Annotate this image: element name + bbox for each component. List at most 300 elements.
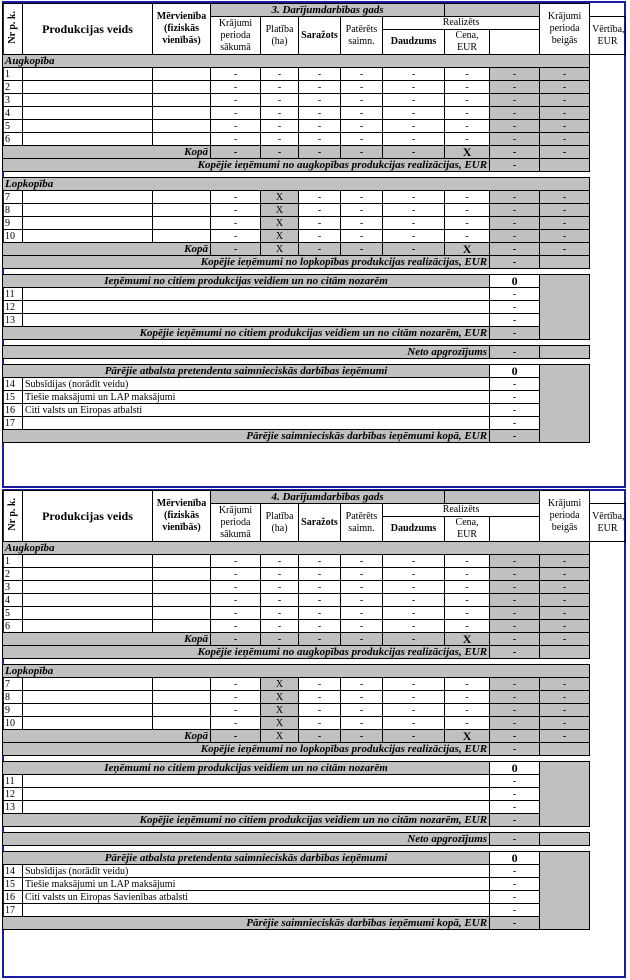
stock-start-value: - bbox=[211, 217, 261, 230]
consumed-value: - bbox=[341, 204, 383, 217]
unit-input[interactable] bbox=[153, 717, 211, 730]
unit-header: Mērvienība (fiziskās vienībās) bbox=[153, 4, 211, 55]
consumed-value: - bbox=[341, 594, 383, 607]
consumed-value: - bbox=[341, 68, 383, 81]
produced-value: - bbox=[299, 81, 341, 94]
value-header: Vērtība, EUR bbox=[590, 504, 626, 542]
value-value: - bbox=[490, 133, 540, 146]
unit-input[interactable] bbox=[153, 678, 211, 691]
income-table-year-3 bbox=[2, 3, 626, 448]
row-number: 13 bbox=[3, 801, 23, 814]
produced-value: - bbox=[299, 191, 341, 204]
produced-value: - bbox=[299, 94, 341, 107]
value-value: - bbox=[490, 68, 540, 81]
livestock-row bbox=[3, 217, 626, 230]
quantity-value: - bbox=[383, 81, 445, 94]
product-input[interactable] bbox=[23, 204, 153, 217]
unit-input[interactable] bbox=[153, 568, 211, 581]
produced-value: - bbox=[299, 217, 341, 230]
row-number: 15 bbox=[3, 391, 23, 404]
stock-end-value: - bbox=[540, 555, 590, 568]
row-number: 6 bbox=[3, 620, 23, 633]
other-income-side-filler bbox=[540, 762, 590, 827]
produced-value: - bbox=[299, 555, 341, 568]
consumed-value: - bbox=[341, 568, 383, 581]
row-number: 6 bbox=[3, 133, 23, 146]
stock-start-value: - bbox=[211, 581, 261, 594]
product-input[interactable] bbox=[23, 94, 153, 107]
price-value: - bbox=[445, 594, 490, 607]
livestock-income-filler bbox=[540, 256, 590, 269]
consumed-value: - bbox=[341, 133, 383, 146]
crop-income-value: - bbox=[490, 159, 540, 172]
crop-total-quantity: - bbox=[383, 146, 445, 159]
area-value: - bbox=[261, 620, 299, 633]
livestock-total-label: Kopā bbox=[3, 730, 211, 743]
product-input[interactable] bbox=[23, 107, 153, 120]
row-number: 7 bbox=[3, 678, 23, 691]
product-input[interactable] bbox=[23, 68, 153, 81]
stock-end-value: - bbox=[540, 568, 590, 581]
livestock-income-value: - bbox=[490, 256, 540, 269]
price-value: - bbox=[445, 555, 490, 568]
support-income-row bbox=[3, 865, 626, 878]
net-turnover-filler bbox=[540, 346, 590, 359]
crop-total-consumed: - bbox=[341, 146, 383, 159]
consumed-value: - bbox=[341, 581, 383, 594]
crop-income-value: - bbox=[490, 646, 540, 659]
crop-total-label: Kopā bbox=[3, 146, 211, 159]
crop-total-stock-end: - bbox=[540, 633, 590, 646]
support-income-value: - bbox=[490, 378, 540, 391]
support-income-row bbox=[3, 878, 626, 891]
quantity-value: - bbox=[383, 230, 445, 243]
unit-input[interactable] bbox=[153, 107, 211, 120]
other-income-input[interactable] bbox=[23, 301, 490, 314]
produced-value: - bbox=[299, 107, 341, 120]
row-number: 12 bbox=[3, 788, 23, 801]
support-income-row bbox=[3, 378, 626, 391]
realized-header: Realizēts bbox=[383, 504, 540, 517]
quantity-value: - bbox=[383, 68, 445, 81]
stock-end-value: - bbox=[540, 81, 590, 94]
produced-header: Saražots bbox=[299, 17, 341, 55]
produced-value: - bbox=[299, 678, 341, 691]
product-type-header: Produkcijas veids bbox=[23, 491, 153, 542]
stock-end-value: - bbox=[540, 191, 590, 204]
crop-total-quantity: - bbox=[383, 633, 445, 646]
product-input[interactable] bbox=[23, 81, 153, 94]
stock-end-value: - bbox=[540, 94, 590, 107]
area-value: - bbox=[261, 68, 299, 81]
livestock-total-area: X bbox=[261, 243, 299, 256]
crop-total-row bbox=[3, 633, 626, 646]
unit-input[interactable] bbox=[153, 704, 211, 717]
support-income-head-value: 0 bbox=[490, 852, 540, 865]
support-income-row bbox=[3, 404, 626, 417]
price-value: - bbox=[445, 191, 490, 204]
consumed-value: - bbox=[341, 107, 383, 120]
area-value: - bbox=[261, 607, 299, 620]
support-income-description[interactable]: Citi valsts un Eiropas atbalsti bbox=[23, 404, 490, 417]
support-income-total-value: - bbox=[490, 917, 540, 930]
livestock-total-consumed: - bbox=[341, 730, 383, 743]
other-income-input[interactable] bbox=[23, 775, 490, 788]
produced-value: - bbox=[299, 607, 341, 620]
product-input[interactable] bbox=[23, 581, 153, 594]
product-input[interactable] bbox=[23, 594, 153, 607]
livestock-total-produced: - bbox=[299, 243, 341, 256]
stock-end-value: - bbox=[540, 607, 590, 620]
price-value: - bbox=[445, 204, 490, 217]
stock-start-value: - bbox=[211, 133, 261, 146]
crop-total-produced: - bbox=[299, 146, 341, 159]
crop-row bbox=[3, 68, 626, 81]
other-income-value: - bbox=[490, 801, 540, 814]
stock-start-value: - bbox=[211, 94, 261, 107]
income-table-year-4 bbox=[2, 490, 626, 935]
value-value: - bbox=[490, 717, 540, 730]
other-income-title: Ieņēmumi no citiem produkcijas veidiem un no citām nozarēm bbox=[3, 762, 490, 775]
unit-input[interactable] bbox=[153, 594, 211, 607]
product-input[interactable] bbox=[23, 717, 153, 730]
support-income-value: - bbox=[490, 404, 540, 417]
stock-end-value: - bbox=[540, 581, 590, 594]
nr-header bbox=[3, 4, 23, 55]
area-header: Platība (ha) bbox=[261, 504, 299, 542]
other-income-total-label: Kopējie ieņēmumi no citiem produkcijas veidiem un no citām nozarēm, EUR bbox=[3, 814, 490, 827]
quantity-value: - bbox=[383, 678, 445, 691]
row-number: 8 bbox=[3, 691, 23, 704]
unit-input[interactable] bbox=[153, 607, 211, 620]
livestock-total-quantity: - bbox=[383, 730, 445, 743]
unit-input[interactable] bbox=[153, 691, 211, 704]
product-input[interactable] bbox=[23, 678, 153, 691]
value-value: - bbox=[490, 620, 540, 633]
row-number: 1 bbox=[3, 555, 23, 568]
row-number: 7 bbox=[3, 191, 23, 204]
stock-end-value: - bbox=[540, 691, 590, 704]
year-title-filler bbox=[445, 491, 540, 504]
other-income-row bbox=[3, 288, 626, 301]
unit-input[interactable] bbox=[153, 94, 211, 107]
support-income-head-value: 0 bbox=[490, 365, 540, 378]
area-value: X bbox=[261, 691, 299, 704]
stock-end-value: - bbox=[540, 217, 590, 230]
consumed-header: Patērēts saimn. bbox=[341, 17, 383, 55]
produced-value: - bbox=[299, 120, 341, 133]
other-income-side-filler bbox=[540, 275, 590, 340]
support-income-title: Pārējie atbalsta pretendenta saimnieciskās darbības ieņēmumi bbox=[3, 852, 490, 865]
unit-input[interactable] bbox=[153, 81, 211, 94]
crop-row bbox=[3, 620, 626, 633]
crop-total-produced: - bbox=[299, 633, 341, 646]
stock-start-value: - bbox=[211, 607, 261, 620]
area-value: - bbox=[261, 594, 299, 607]
consumed-value: - bbox=[341, 120, 383, 133]
year-title: 4. Darījumdarbības gads bbox=[211, 491, 445, 504]
row-number: 11 bbox=[3, 288, 23, 301]
area-value: - bbox=[261, 120, 299, 133]
livestock-section-title: Lopkopība bbox=[3, 665, 590, 678]
consumed-value: - bbox=[341, 94, 383, 107]
value-value: - bbox=[490, 691, 540, 704]
row-number: 12 bbox=[3, 301, 23, 314]
livestock-total-area: X bbox=[261, 730, 299, 743]
consumed-value: - bbox=[341, 691, 383, 704]
price-value: - bbox=[445, 691, 490, 704]
consumed-value: - bbox=[341, 717, 383, 730]
price-value: - bbox=[445, 133, 490, 146]
area-value: - bbox=[261, 555, 299, 568]
price-value: - bbox=[445, 607, 490, 620]
unit-input[interactable] bbox=[153, 555, 211, 568]
product-input[interactable] bbox=[23, 607, 153, 620]
value-value: - bbox=[490, 678, 540, 691]
product-input[interactable] bbox=[23, 691, 153, 704]
price-value: - bbox=[445, 120, 490, 133]
spacer bbox=[3, 443, 590, 449]
unit-input[interactable] bbox=[153, 581, 211, 594]
stock-start-value: - bbox=[211, 704, 261, 717]
product-input[interactable] bbox=[23, 704, 153, 717]
quantity-value: - bbox=[383, 717, 445, 730]
other-income-input[interactable] bbox=[23, 801, 490, 814]
crop-total-stock-start: - bbox=[211, 633, 261, 646]
stock-start-value: - bbox=[211, 678, 261, 691]
livestock-row bbox=[3, 204, 626, 217]
quantity-header: Daudzums bbox=[383, 517, 445, 542]
price-value: - bbox=[445, 704, 490, 717]
unit-input[interactable] bbox=[153, 204, 211, 217]
unit-input[interactable] bbox=[153, 133, 211, 146]
quantity-value: - bbox=[383, 191, 445, 204]
other-income-row bbox=[3, 314, 626, 327]
area-value: X bbox=[261, 678, 299, 691]
other-income-input[interactable] bbox=[23, 788, 490, 801]
other-income-value: - bbox=[490, 788, 540, 801]
support-income-value: - bbox=[490, 865, 540, 878]
unit-header: Mērvienība (fiziskās vienībās) bbox=[153, 491, 211, 542]
value-value: - bbox=[490, 120, 540, 133]
livestock-section-title: Lopkopība bbox=[3, 178, 590, 191]
stock-start-value: - bbox=[211, 230, 261, 243]
quantity-value: - bbox=[383, 620, 445, 633]
support-income-description[interactable]: Tiešie maksājumi un LAP maksājumi bbox=[23, 391, 490, 404]
support-income-description[interactable]: Subsīdijas (norādīt veidu) bbox=[23, 865, 490, 878]
support-income-description[interactable] bbox=[23, 904, 490, 917]
livestock-income-filler bbox=[540, 743, 590, 756]
stock-start-value: - bbox=[211, 120, 261, 133]
quantity-value: - bbox=[383, 107, 445, 120]
support-income-description[interactable] bbox=[23, 417, 490, 430]
livestock-total-price: X bbox=[445, 730, 490, 743]
row-number: 14 bbox=[3, 865, 23, 878]
produced-value: - bbox=[299, 620, 341, 633]
value-value: - bbox=[490, 230, 540, 243]
other-income-row bbox=[3, 775, 626, 788]
area-header: Platība (ha) bbox=[261, 17, 299, 55]
row-number: 15 bbox=[3, 878, 23, 891]
support-income-description[interactable]: Citi valsts un Eiropas Savienības atbalsti bbox=[23, 891, 490, 904]
crop-row bbox=[3, 555, 626, 568]
value-value: - bbox=[490, 607, 540, 620]
product-input[interactable] bbox=[23, 620, 153, 633]
quantity-value: - bbox=[383, 581, 445, 594]
other-income-total-label: Kopējie ieņēmumi no citiem produkcijas veidiem un no citām nozarēm, EUR bbox=[3, 327, 490, 340]
area-value: - bbox=[261, 581, 299, 594]
price-value: - bbox=[445, 620, 490, 633]
support-income-total-label: Pārējie saimnieciskās darbības ieņēmumi kopā, EUR bbox=[3, 430, 490, 443]
value-value: - bbox=[490, 107, 540, 120]
stock-start-header: Krājumi perioda sākumā bbox=[211, 17, 261, 55]
price-value: - bbox=[445, 68, 490, 81]
row-number: 13 bbox=[3, 314, 23, 327]
crop-section-title: Augkopība bbox=[3, 55, 590, 68]
unit-input[interactable] bbox=[153, 191, 211, 204]
net-turnover-value: - bbox=[490, 346, 540, 359]
unit-input[interactable] bbox=[153, 620, 211, 633]
net-turnover-label: Neto apgrozījums bbox=[3, 346, 490, 359]
row-number: 9 bbox=[3, 704, 23, 717]
row-number: 1 bbox=[3, 68, 23, 81]
support-income-total-label: Pārējie saimnieciskās darbības ieņēmumi kopā, EUR bbox=[3, 917, 490, 930]
livestock-total-stock-start: - bbox=[211, 730, 261, 743]
row-number: 17 bbox=[3, 417, 23, 430]
unit-input[interactable] bbox=[153, 230, 211, 243]
crop-row bbox=[3, 107, 626, 120]
livestock-total-price: X bbox=[445, 243, 490, 256]
other-income-input[interactable] bbox=[23, 288, 490, 301]
product-input[interactable] bbox=[23, 555, 153, 568]
crop-income-filler bbox=[540, 646, 590, 659]
support-income-row bbox=[3, 891, 626, 904]
area-value: - bbox=[261, 94, 299, 107]
livestock-total-produced: - bbox=[299, 730, 341, 743]
row-number: 3 bbox=[3, 581, 23, 594]
row-number: 14 bbox=[3, 378, 23, 391]
product-input[interactable] bbox=[23, 133, 153, 146]
stock-start-value: - bbox=[211, 717, 261, 730]
livestock-total-quantity: - bbox=[383, 243, 445, 256]
quantity-value: - bbox=[383, 204, 445, 217]
product-input[interactable] bbox=[23, 191, 153, 204]
livestock-income-label: Kopējie ieņēmumi no lopkopības produkcijas realizācijas, EUR bbox=[3, 256, 490, 269]
livestock-row bbox=[3, 717, 626, 730]
support-income-value: - bbox=[490, 891, 540, 904]
crop-income-label: Kopējie ieņēmumi no augkopības produkcijas realizācijas, EUR bbox=[3, 646, 490, 659]
value-value: - bbox=[490, 594, 540, 607]
area-value: - bbox=[261, 133, 299, 146]
crop-total-row bbox=[3, 146, 626, 159]
value-value: - bbox=[490, 94, 540, 107]
price-value: - bbox=[445, 107, 490, 120]
other-income-value: - bbox=[490, 301, 540, 314]
stock-end-header: Krājumi perioda beigās bbox=[540, 491, 590, 542]
product-input[interactable] bbox=[23, 568, 153, 581]
quantity-value: - bbox=[383, 555, 445, 568]
product-input[interactable] bbox=[23, 120, 153, 133]
produced-value: - bbox=[299, 568, 341, 581]
row-number: 4 bbox=[3, 107, 23, 120]
row-number: 16 bbox=[3, 891, 23, 904]
support-income-description[interactable]: Subsīdijas (norādīt veidu) bbox=[23, 378, 490, 391]
price-value: - bbox=[445, 678, 490, 691]
price-value: - bbox=[445, 81, 490, 94]
consumed-header: Patērēts saimn. bbox=[341, 504, 383, 542]
year-title: 3. Darījumdarbības gads bbox=[211, 4, 445, 17]
crop-row bbox=[3, 133, 626, 146]
livestock-total-label: Kopā bbox=[3, 243, 211, 256]
area-value: X bbox=[261, 230, 299, 243]
livestock-total-stock-end: - bbox=[540, 243, 590, 256]
stock-start-value: - bbox=[211, 620, 261, 633]
quantity-value: - bbox=[383, 94, 445, 107]
stock-end-value: - bbox=[540, 620, 590, 633]
crop-total-consumed: - bbox=[341, 633, 383, 646]
livestock-total-value: - bbox=[490, 730, 540, 743]
support-income-side-filler bbox=[540, 365, 590, 443]
livestock-row bbox=[3, 191, 626, 204]
support-income-description[interactable]: Tiešie maksājumi un LAP maksājumi bbox=[23, 878, 490, 891]
net-turnover-value: - bbox=[490, 833, 540, 846]
other-income-input[interactable] bbox=[23, 314, 490, 327]
price-header: Cena, EUR bbox=[445, 517, 490, 542]
stock-end-value: - bbox=[540, 704, 590, 717]
row-number: 9 bbox=[3, 217, 23, 230]
area-value: X bbox=[261, 717, 299, 730]
value-value: - bbox=[490, 555, 540, 568]
price-value: - bbox=[445, 568, 490, 581]
quantity-value: - bbox=[383, 133, 445, 146]
area-value: X bbox=[261, 704, 299, 717]
stock-end-value: - bbox=[540, 68, 590, 81]
net-turnover-filler bbox=[540, 833, 590, 846]
price-header: Cena, EUR bbox=[445, 30, 490, 55]
crop-row bbox=[3, 568, 626, 581]
unit-input[interactable] bbox=[153, 120, 211, 133]
product-type-header: Produkcijas veids bbox=[23, 4, 153, 55]
row-number: 2 bbox=[3, 81, 23, 94]
unit-input[interactable] bbox=[153, 217, 211, 230]
crop-total-price: X bbox=[445, 633, 490, 646]
other-income-value: - bbox=[490, 775, 540, 788]
crop-total-stock-end: - bbox=[540, 146, 590, 159]
stock-end-value: - bbox=[540, 120, 590, 133]
row-number: 4 bbox=[3, 594, 23, 607]
stock-start-header: Krājumi perioda sākumā bbox=[211, 504, 261, 542]
product-input[interactable] bbox=[23, 217, 153, 230]
unit-input[interactable] bbox=[153, 68, 211, 81]
product-input[interactable] bbox=[23, 230, 153, 243]
value-value: - bbox=[490, 81, 540, 94]
area-value: X bbox=[261, 204, 299, 217]
stock-start-value: - bbox=[211, 107, 261, 120]
support-income-value: - bbox=[490, 904, 540, 917]
nr-header bbox=[3, 491, 23, 542]
stock-start-value: - bbox=[211, 68, 261, 81]
value-value: - bbox=[490, 191, 540, 204]
crop-row bbox=[3, 94, 626, 107]
row-number: 16 bbox=[3, 404, 23, 417]
consumed-value: - bbox=[341, 191, 383, 204]
price-value: - bbox=[445, 217, 490, 230]
other-income-title: Ieņēmumi no citiem produkcijas veidiem un no citām nozarēm bbox=[3, 275, 490, 288]
crop-section-title: Augkopība bbox=[3, 542, 590, 555]
area-value: - bbox=[261, 81, 299, 94]
livestock-total-stock-start: - bbox=[211, 243, 261, 256]
realized-header: Realizēts bbox=[383, 17, 540, 30]
